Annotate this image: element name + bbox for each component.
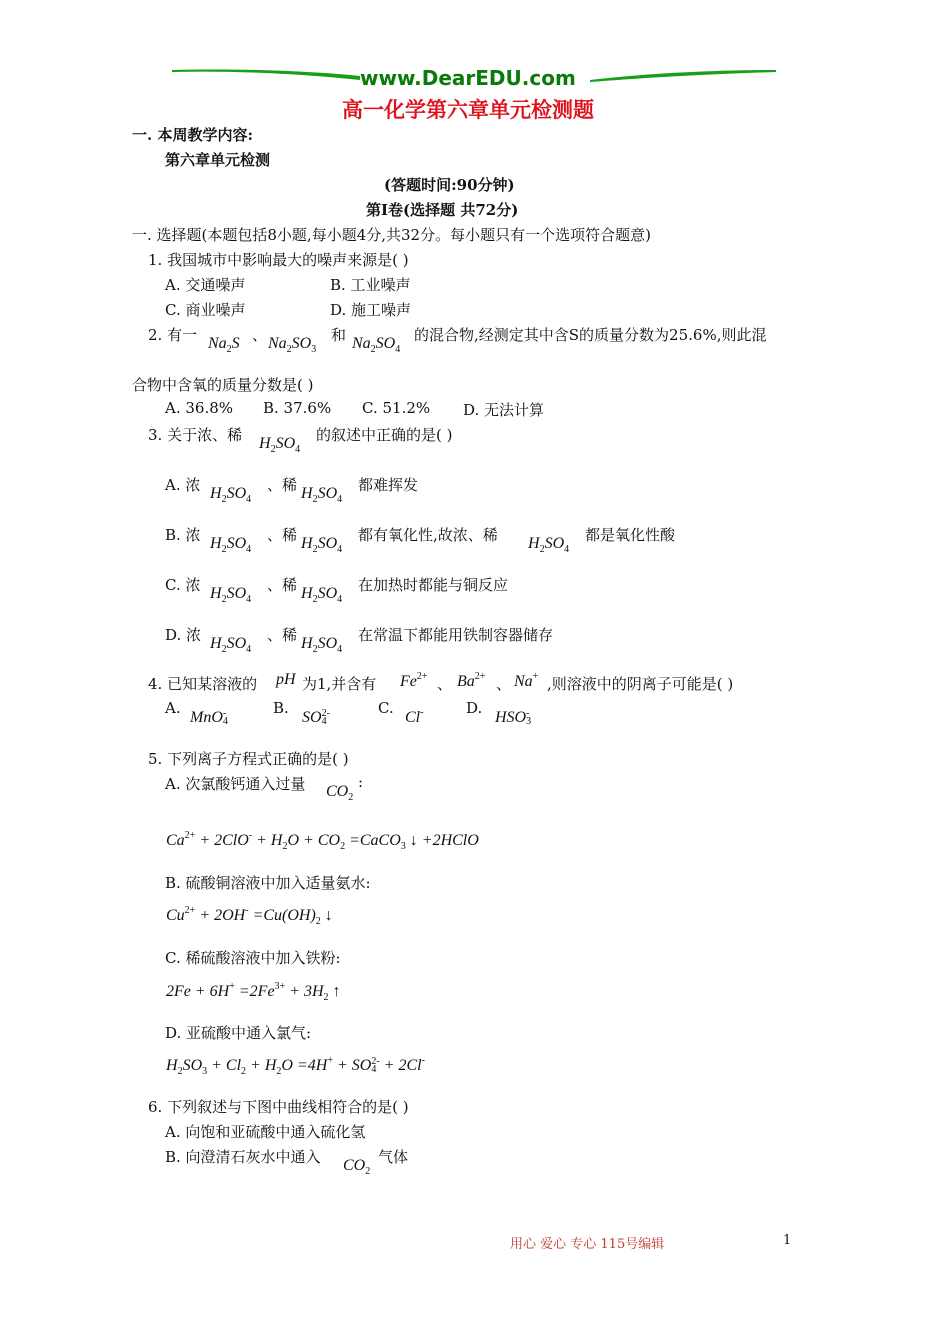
q3-option-d-post: 在常温下都能用铁制容器储存 — [358, 626, 554, 644]
q6-option-b-pre: B. 向澄清石灰水中通入 — [165, 1148, 321, 1166]
q3-sep: 、稀 — [267, 526, 298, 544]
q3-option-a-pre: A. 浓 — [165, 476, 201, 494]
formula-h2so4: $H_2SO_4$ — [210, 535, 252, 555]
equation-b: $Cu^{2+} + 2OH^- =Cu(OH)_2$ ↓ — [166, 905, 333, 927]
ion-ba2: $Ba^{2+}$ — [457, 671, 486, 690]
q5-option-b: B. 硫酸铜溶液中加入适量氨水: — [165, 874, 371, 892]
q2-sep1: 、 — [252, 326, 268, 344]
q2-option-d: D. 无法计算 — [463, 401, 545, 419]
exam-time: (答题时间:90分钟) — [384, 176, 515, 194]
q4-sep: 、 — [437, 675, 453, 693]
site-logo-text: www.DearEDU.com — [360, 66, 576, 90]
q4-option-d: D. — [466, 699, 483, 717]
q6-stem: 6. 下列叙述与下图中曲线相符合的是( ) — [148, 1098, 409, 1116]
ph-symbol: pH — [276, 671, 296, 688]
formula-h2so4: $H_2SO_4$ — [210, 485, 252, 505]
formula-h2so4: $H_2SO_4$ — [528, 535, 570, 555]
formula-h2so4: $H_2SO_4$ — [301, 585, 343, 605]
q2-stem-cont: 合物中含氧的质量分数是( ) — [132, 376, 314, 394]
q2-option-c: C. 51.2% — [362, 399, 431, 417]
formula-h2so4: $H_2SO_4$ — [301, 535, 343, 555]
ion-cl: Cl- — [405, 707, 424, 726]
q6-option-b-post: 气体 — [378, 1148, 409, 1166]
q5-stem: 5. 下列离子方程式正确的是( ) — [148, 750, 349, 768]
formula-h2so4: $H_2SO_4$ — [259, 435, 301, 455]
formula-co2: $CO_2$ — [343, 1157, 371, 1177]
q3-option-b-mid: 都有氧化性,故浓、稀 — [358, 526, 498, 544]
q5-option-c: C. 稀硫酸溶液中加入铁粉: — [165, 949, 341, 967]
q4-sep: 、 — [496, 675, 512, 693]
formula-h2so4: $H_2SO_4$ — [210, 635, 252, 655]
q2-stem-post: 的混合物,经测定其中含S的质量分数为25.6%,则此混 — [414, 326, 767, 344]
formula-h2so4: $H_2SO_4$ — [301, 635, 343, 655]
section-heading: 一. 本周教学内容: — [132, 126, 253, 144]
q4-option-b: B. — [273, 699, 289, 717]
ion-fe2: $Fe^{2+}$ — [400, 671, 428, 690]
q3-option-a-post: 都难挥发 — [358, 476, 419, 494]
part-title: 第Ⅰ卷(选择题 共72分) — [366, 201, 519, 219]
q2-stem-pre: 2. 有一 — [148, 326, 198, 344]
q3-option-c-post: 在加热时都能与铜反应 — [358, 576, 509, 594]
equation-a: $Ca^{2+} + 2ClO^- + H_2O + CO_2$ =CaCO$_3$ ↓ +2HClO — [166, 830, 479, 852]
q1-option-c: C. 商业噪声 — [165, 301, 246, 319]
equation-d: $H_2SO_3 + Cl_2 + H_2O =4H^+ + SO2-$ 4 + 2Cl- — [166, 1055, 425, 1077]
equation-c: $2Fe + 6H^+ =2Fe^{3+} + 3H_2$ ↑ — [166, 981, 341, 1003]
q4-option-a: A. — [165, 699, 181, 717]
q3-stem-pre: 3. 关于浓、稀 — [148, 426, 243, 444]
formula-co2: $CO_2$ — [326, 783, 354, 803]
q5-option-a: A. 次氯酸钙通入过量 — [165, 775, 306, 793]
q3-option-b-pre: B. 浓 — [165, 526, 201, 544]
q3-option-b-post: 都是氧化性酸 — [585, 526, 676, 544]
q5-option-d: D. 亚硫酸中通入氯气: — [165, 1024, 312, 1042]
q6-option-a: A. 向饱和亚硫酸中通入硫化氢 — [165, 1123, 366, 1141]
q2-sep2: 和 — [331, 326, 347, 344]
q1-option-a: A. 交通噪声 — [165, 276, 246, 294]
q5-option-a-colon: : — [358, 773, 364, 791]
section-content: 第六章单元检测 — [165, 151, 271, 169]
page-number: 1 — [783, 1233, 792, 1248]
q2-option-b: B. 37.6% — [263, 399, 332, 417]
q3-option-c-pre: C. 浓 — [165, 576, 201, 594]
q4-stem-post: ,则溶液中的阴离子可能是( ) — [547, 675, 734, 693]
q3-sep: 、稀 — [267, 476, 298, 494]
q2-option-a: A. 36.8% — [165, 399, 234, 417]
q4-stem-pre: 4. 已知某溶液的 — [148, 675, 258, 693]
q4-stem-mid: 为1,并含有 — [302, 675, 377, 693]
q4-option-c: C. — [378, 699, 394, 717]
q3-option-d-pre: D. 浓 — [165, 626, 202, 644]
q3-sep: 、稀 — [267, 576, 298, 594]
q1-option-d: D. 施工噪声 — [330, 301, 412, 319]
ion-so4: SO2- 4 — [302, 708, 330, 727]
formula-na2s: $Na_2S$ — [208, 335, 240, 355]
ion-mno4: MnO- 4 — [190, 708, 228, 727]
formula-na2so4: $Na_2SO_4$ — [352, 335, 401, 355]
formula-na2so3: $Na_2SO_3$ — [268, 335, 317, 355]
q3-stem-post: 的叙述中正确的是( ) — [316, 426, 453, 444]
ion-na: Na+ — [514, 671, 539, 690]
formula-h2so4: $H_2SO_4$ — [210, 585, 252, 605]
choice-intro: 一. 选择题(本题包括8小题,每小题4分,共32分。每小题只有一个选项符合题意) — [132, 226, 651, 244]
footer-text: 用心 爱心 专心 115号编辑 — [510, 1237, 665, 1252]
q1-option-b: B. 工业噪声 — [330, 276, 411, 294]
ion-hso3: HSO- 3 — [495, 708, 532, 727]
page-title: 高一化学第六章单元检测题 — [342, 98, 594, 122]
formula-h2so4: $H_2SO_4$ — [301, 485, 343, 505]
q3-sep: 、稀 — [267, 626, 298, 644]
q1-stem: 1. 我国城市中影响最大的噪声来源是( ) — [148, 251, 409, 269]
